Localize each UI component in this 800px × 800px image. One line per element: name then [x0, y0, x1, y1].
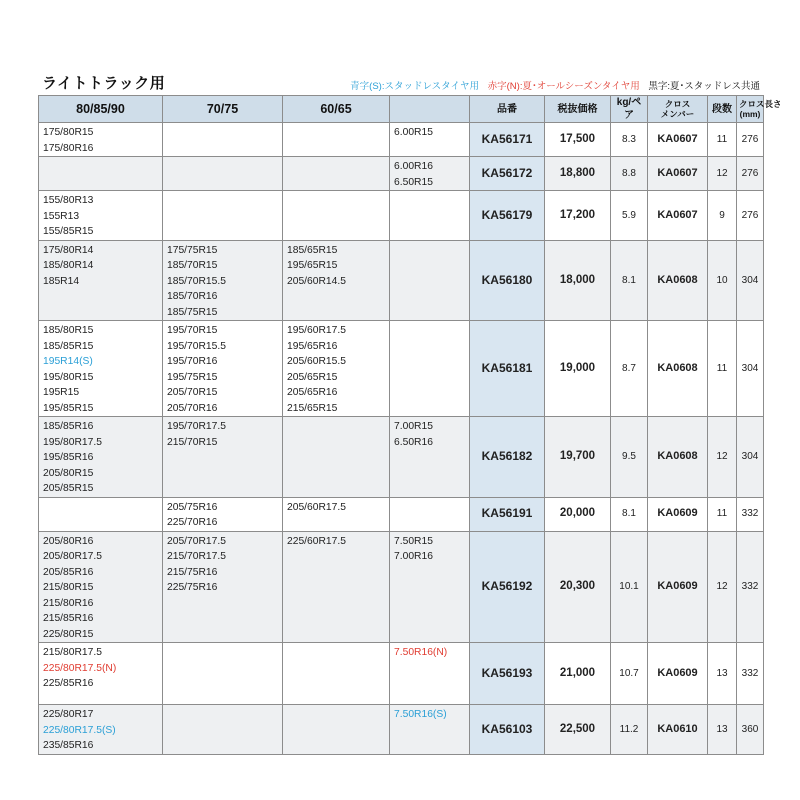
tire-size: 175/80R14	[43, 244, 94, 256]
table-row	[39, 321, 764, 417]
table-row	[39, 417, 764, 498]
size-cell-4	[390, 417, 470, 498]
tire-size: 195/70R15	[167, 325, 218, 336]
price: 18,800	[545, 157, 611, 191]
tire-size: 175/80R15	[43, 127, 94, 138]
size-cell-4	[390, 191, 470, 241]
header-cross-member	[648, 96, 708, 123]
part-number: KA56172	[470, 157, 545, 191]
size-cell-4	[390, 321, 470, 417]
price: 18,000	[545, 240, 611, 321]
size-cell-1	[39, 705, 163, 755]
size-cell-3	[283, 497, 390, 531]
size-cell-1	[39, 417, 163, 498]
page-title: ライトトラック用	[42, 75, 166, 92]
tire-size: 205/65R15	[287, 371, 338, 383]
size-cell-3	[283, 417, 390, 498]
weight: 9.5	[611, 417, 648, 498]
price: 17,200	[545, 191, 611, 241]
part-number: KA56192	[470, 531, 545, 643]
tire-size: 6.00R16	[394, 161, 433, 172]
size-cell-4	[390, 705, 470, 755]
tire-size: 225/80R17.5(N)	[43, 662, 117, 674]
cross-member: KA0609	[648, 531, 708, 643]
tire-size: 215/70R17.5	[167, 551, 226, 562]
size-cell-4	[390, 531, 470, 643]
legend-summer-allseason: 赤字(N):夏･オールシーズンタイヤ用	[487, 81, 640, 92]
part-number: KA56182	[470, 417, 545, 498]
tire-size: 205/60R17.5	[287, 501, 346, 513]
header-80-85-90: 80/85/90	[39, 96, 163, 123]
cross-length: 304	[737, 417, 764, 498]
table-row	[39, 191, 764, 241]
header-other	[390, 96, 470, 123]
tire-size: 195/80R15	[43, 371, 94, 383]
tire-size: 185/85R15	[43, 340, 94, 352]
cross-member: KA0608	[648, 417, 708, 498]
tire-size: 205/85R16	[43, 566, 94, 578]
tire-size: 215/80R15	[43, 582, 94, 593]
stages: 13	[708, 643, 737, 705]
price: 17,500	[545, 123, 611, 157]
header-cross-member-line1: クロス	[664, 99, 691, 109]
size-cell-1	[39, 240, 163, 321]
price: 19,000	[545, 321, 611, 417]
size-cell-4	[390, 643, 470, 705]
size-cell-1	[39, 497, 163, 531]
tire-size: 225/75R16	[167, 582, 218, 593]
weight: 8.8	[611, 157, 648, 191]
tire-size: 7.00R15	[394, 421, 433, 432]
cross-length: 332	[737, 643, 764, 705]
stages: 11	[708, 497, 737, 531]
tire-size: 235/85R16	[43, 740, 94, 751]
header-cross-member-line2: メンバー	[660, 109, 695, 119]
tire-size: 195/70R16	[167, 356, 218, 367]
weight: 8.1	[611, 240, 648, 321]
tire-size: 215/85R16	[43, 613, 94, 624]
stages: 12	[708, 531, 737, 643]
tire-size: 195/65R15	[287, 260, 338, 271]
legend-common: 黒字:夏･スタッドレス共通	[648, 81, 760, 92]
cross-length: 332	[737, 497, 764, 531]
stages: 11	[708, 123, 737, 157]
part-number: KA56191	[470, 497, 545, 531]
price: 20,000	[545, 497, 611, 531]
size-cell-4	[390, 240, 470, 321]
size-cell-1	[39, 643, 163, 705]
tire-size: 155R13	[43, 210, 80, 222]
tire-size: 195/85R15	[43, 402, 94, 414]
size-cell-2	[163, 705, 283, 755]
tire-size: 215/65R15	[287, 402, 338, 414]
part-number: KA56103	[470, 705, 545, 755]
price: 19,700	[545, 417, 611, 498]
part-number: KA56181	[470, 321, 545, 417]
weight: 11.2	[611, 705, 648, 755]
size-cell-3	[283, 643, 390, 705]
cross-member: KA0608	[648, 321, 708, 417]
tire-size: 185/80R14	[43, 260, 94, 271]
tire-size: 205/60R15.5	[287, 356, 346, 367]
tire-size: 195/70R15.5	[167, 340, 226, 352]
header-weight: kg/ペア	[611, 96, 648, 123]
table-row	[39, 123, 764, 157]
stages: 13	[708, 705, 737, 755]
price: 22,500	[545, 705, 611, 755]
table-row	[39, 705, 764, 755]
table-body	[39, 123, 764, 755]
tire-size: 225/70R16	[167, 517, 218, 528]
tire-size: 195/65R16	[287, 340, 338, 352]
table-row	[39, 497, 764, 531]
stages: 11	[708, 321, 737, 417]
stages: 12	[708, 417, 737, 498]
size-cell-3	[283, 191, 390, 241]
stages: 12	[708, 157, 737, 191]
tire-size: 215/80R16	[43, 597, 94, 609]
table-header-row	[39, 96, 764, 123]
size-cell-2	[163, 191, 283, 241]
tire-size: 215/75R16	[167, 566, 218, 578]
size-cell-2	[163, 240, 283, 321]
tire-size: 225/80R17.5(S)	[43, 724, 116, 736]
cross-member: KA0609	[648, 497, 708, 531]
tire-size: 195/60R17.5	[287, 325, 346, 336]
tire-size: 225/80R17	[43, 709, 94, 720]
weight: 10.7	[611, 643, 648, 705]
header-cross-length-line1: クロス長さ	[739, 99, 782, 109]
part-number: KA56179	[470, 191, 545, 241]
tire-size: 195/85R16	[43, 452, 94, 463]
tire-size: 195R15	[43, 387, 80, 398]
size-cell-3	[283, 321, 390, 417]
size-cell-2	[163, 321, 283, 417]
cross-member: KA0609	[648, 643, 708, 705]
cross-member: KA0607	[648, 157, 708, 191]
header-cross-length	[737, 96, 782, 123]
header-cross-length-line2: (mm)	[739, 109, 761, 119]
tire-size: 205/80R15	[43, 467, 94, 479]
cross-member: KA0608	[648, 240, 708, 321]
size-cell-2	[163, 417, 283, 498]
tire-size: 185/85R16	[43, 421, 94, 432]
size-cell-2	[163, 123, 283, 157]
size-cell-2	[163, 157, 283, 191]
stages: 10	[708, 240, 737, 321]
cross-member: KA0607	[648, 191, 708, 241]
tire-size: 175/80R16	[43, 142, 94, 154]
tire-size: 185R14	[43, 275, 80, 287]
tire-size: 155/85R15	[43, 226, 94, 237]
cross-length: 332	[737, 531, 764, 643]
size-cell-2	[163, 531, 283, 643]
weight: 5.9	[611, 191, 648, 241]
tire-size: 205/70R15	[167, 387, 218, 398]
tire-size: 7.50R15	[394, 535, 433, 547]
table-row	[39, 643, 764, 705]
cross-length: 276	[737, 191, 764, 241]
size-cell-1	[39, 123, 163, 157]
cross-member: KA0607	[648, 123, 708, 157]
tire-size: 215/80R17.5	[43, 647, 102, 658]
tire-size: 205/70R17.5	[167, 535, 226, 547]
size-cell-3	[283, 240, 390, 321]
size-cell-4	[390, 123, 470, 157]
size-cell-3	[283, 157, 390, 191]
cross-length: 304	[737, 240, 764, 321]
table-row	[39, 157, 764, 191]
cross-length: 276	[737, 123, 764, 157]
size-cell-3	[283, 531, 390, 643]
tire-size: 205/65R16	[287, 387, 338, 398]
tire-size: 185/70R15.5	[167, 275, 226, 287]
size-cell-1	[39, 191, 163, 241]
legend-studless: 青字(S):スタッドレスタイヤ用	[350, 81, 479, 92]
color-legend	[344, 78, 760, 92]
price: 21,000	[545, 643, 611, 705]
size-cell-4	[390, 497, 470, 531]
size-cell-3	[283, 705, 390, 755]
cross-member: KA0610	[648, 705, 708, 755]
part-number: KA56180	[470, 240, 545, 321]
cross-length: 276	[737, 157, 764, 191]
tire-size: 185/65R15	[287, 244, 338, 256]
tire-size: 205/70R16	[167, 402, 218, 414]
tire-size: 205/60R14.5	[287, 275, 346, 287]
weight: 8.1	[611, 497, 648, 531]
tire-size: 205/85R15	[43, 483, 94, 494]
weight: 8.7	[611, 321, 648, 417]
size-cell-3	[283, 123, 390, 157]
tire-size: 205/80R17.5	[43, 551, 102, 562]
tire-size: 195/75R15	[167, 371, 218, 383]
part-number: KA56171	[470, 123, 545, 157]
tire-size: 225/60R17.5	[287, 535, 346, 547]
header-stages: 段数	[708, 96, 737, 123]
header-part-no: 品番	[470, 96, 545, 123]
tire-size: 195R14(S)	[43, 356, 93, 367]
weight: 8.3	[611, 123, 648, 157]
tire-size: 6.00R15	[394, 127, 433, 138]
tire-size: 185/80R15	[43, 325, 94, 336]
size-cell-1	[39, 531, 163, 643]
header-60-65: 60/65	[283, 96, 390, 123]
stages: 9	[708, 191, 737, 241]
weight: 10.1	[611, 531, 648, 643]
tire-size: 225/80R15	[43, 628, 94, 640]
tire-size: 205/80R16	[43, 535, 94, 547]
tire-size: 195/70R17.5	[167, 421, 226, 432]
size-cell-1	[39, 157, 163, 191]
price: 20,300	[545, 531, 611, 643]
tire-size: 225/85R16	[43, 678, 94, 689]
part-number: KA56193	[470, 643, 545, 705]
tire-size: 205/75R16	[167, 501, 218, 513]
tire-size: 7.50R16(S)	[394, 709, 447, 720]
size-cell-4	[390, 157, 470, 191]
cross-length: 304	[737, 321, 764, 417]
tire-size: 195/80R17.5	[43, 436, 102, 448]
size-cell-1	[39, 321, 163, 417]
tire-size: 185/70R15	[167, 260, 218, 271]
cross-length: 360	[737, 705, 764, 755]
tire-size: 6.50R15	[394, 176, 433, 188]
tire-size: 215/70R15	[167, 436, 218, 448]
tire-size: 6.50R16	[394, 436, 433, 448]
tire-size: 7.50R16(N)	[394, 647, 448, 658]
tire-size: 175/75R15	[167, 244, 218, 256]
size-cell-2	[163, 643, 283, 705]
tire-chain-size-table	[38, 95, 782, 755]
tire-size: 185/70R16	[167, 291, 218, 302]
tire-size: 185/75R15	[167, 306, 218, 318]
size-cell-2	[163, 497, 283, 531]
tire-size: 7.00R16	[394, 551, 433, 562]
header-price: 税抜価格	[545, 96, 611, 123]
table-row	[39, 531, 764, 643]
tire-size: 155/80R13	[43, 195, 94, 206]
header-70-75: 70/75	[163, 96, 283, 123]
table-row	[39, 240, 764, 321]
